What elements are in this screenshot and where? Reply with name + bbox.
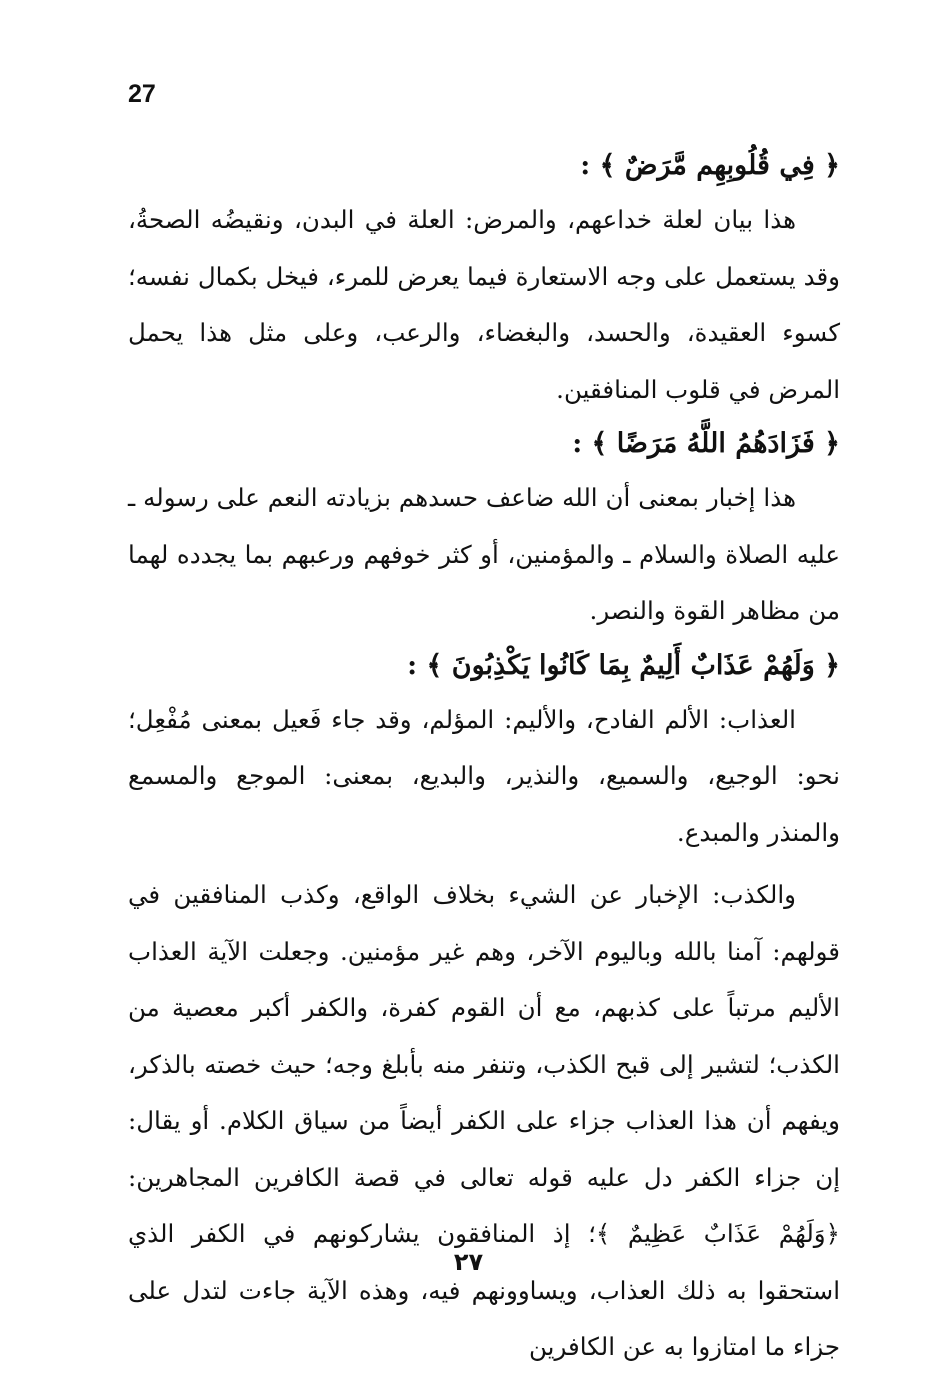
paragraph-3: العذاب: الألم الفادح، والأليم: المؤلم، وقد جاء فَعيل بمعنى مُفْعِل؛ نحو: الوجيع، والسميع، والنذير، والبديع، بمعنى: الموجع والمسمع والمنذر والمبدع. [128,704,840,847]
paragraph-2: هذا إخبار بمعنى أن الله ضاعف حسدهم بزيادته النعم على رسوله ـ عليه الصلاة والسلام ـ والمؤمنين، أو كثر خوفهم ورعبهم بما يجدده لهما من مظاهر القوة والنصر. [128,483,840,625]
page-number-bottom: ٢٧ [453,1248,484,1276]
page-body [128,140,840,1376]
paragraph-1: هذا بيان لعلة خداعهم، والمرض: العلة في البدن، ونقيضُه الصحةُ، وقد يستعمل على وجه الاستعارة فيما يعرض للمرء، فيخل بكمال نفسه؛ كسوء العقيدة، والحسد، والبغضاء، والرعب، وعلى مثل هذا يحمل المرض في قلوب المنافقين. [128,205,840,404]
paragraph-4: والكذب: الإخبار عن الشيء بخلاف الواقع، وكذب المنافقين في قولهم: آمنا بالله وباليوم الآخر، وهم غير مؤمنين. وجعلت الآية العذاب الأليم مرتباً على كذبهم، مع أن القوم كفرة، والكفر أكبر معصية من الكذب؛ لتشير إلى قبح الكذب، وتنفر منه بأبلغ وجه؛ حيث خصته بالذكر، ويفهم أن هذا العذاب جزاء على الكفر أيضاً من سياق الكلام. أو يقال: إن جزاء الكفر دل عليه قوله تعالى في قصة الكافرين المجاهرين: ﴿وَلَهُمْ عَذَابٌ عَظِيمٌ ﴾؛ إذ المنافقون يشاركونهم في الكفر الذي استحقوا به ذلك العذاب، ويساوونهم فيه، وهذه الآية جاءت لتدل على جزاء ما امتازوا به عن الكافرين [128,880,840,1361]
verse-heading-3: ﴿ وَلَهُمْ عَذَابٌ أَلِيمٌ بِمَا كَانُوا يَكْذِبُونَ ﴾ : [407,649,840,681]
verse-heading-1: ﴿ فِي قُلُوبِهِم مَّرَضٌ ﴾ : [580,150,840,181]
verse-heading-2: ﴿ فَزَادَهُمُ اللَّهُ مَرَضًا ﴾ : [572,428,840,459]
page-number-top: 27 [128,80,156,108]
